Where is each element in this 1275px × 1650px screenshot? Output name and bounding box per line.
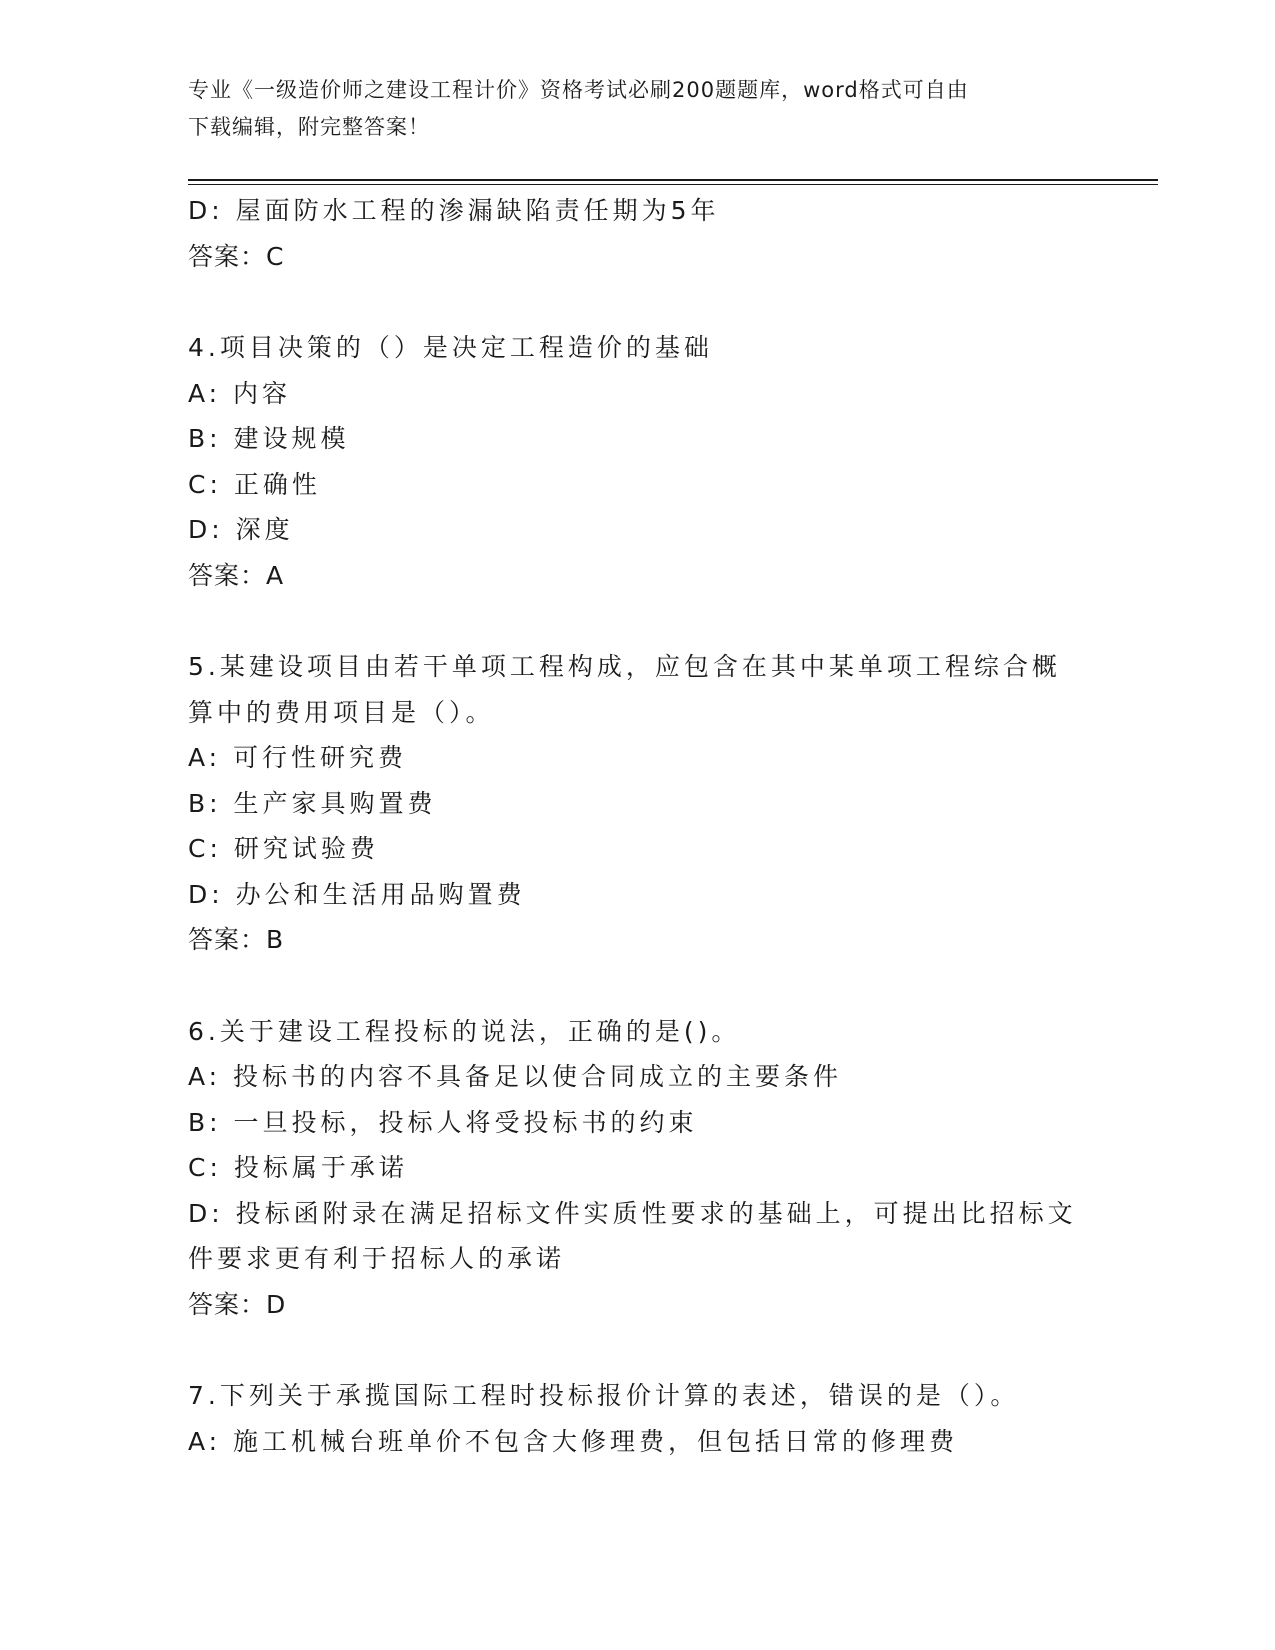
question-4-option-a: A: 内容 <box>188 378 292 408</box>
question-5-stem-line-2: 算中的费用项目是（）。 <box>188 697 495 727</box>
spacer <box>188 598 1088 644</box>
spacer <box>188 1327 1088 1373</box>
question-6-stem: 6.关于建设工程投标的说法，正确的是()。 <box>188 1016 741 1046</box>
question-7-option-a: A: 施工机械台班单价不包含大修理费，但包括日常的修理费 <box>188 1426 959 1456</box>
header-divider-thin <box>188 184 1158 185</box>
question-content <box>188 188 1088 1464</box>
header-line-1: 专业《一级造价师之建设工程计价》资格考试必刷200题题库，word格式可自由 <box>188 78 969 102</box>
question-6-option-d-line-1: D: 投标函附录在满足招标文件实质性要求的基础上，可提出比招标文 <box>188 1198 1077 1228</box>
question-4-answer: 答案：A <box>188 560 285 590</box>
question-3-answer: 答案：C <box>188 241 285 271</box>
question-7-stem: 7.下列关于承揽国际工程时投标报价计算的表述，错误的是（）。 <box>188 1381 1020 1410</box>
question-6-option-b: B: 一旦投标，投标人将受投标书的约束 <box>188 1107 698 1137</box>
spacer <box>188 963 1088 1009</box>
question-5-option-d: D: 办公和生活用品购置费 <box>188 879 526 909</box>
question-6-answer: 答案：D <box>188 1289 287 1319</box>
question-5-option-a: A: 可行性研究费 <box>188 743 408 772</box>
question-5-option-b: B: 生产家具购置费 <box>188 788 437 818</box>
question-6-option-c: C: 投标属于承诺 <box>188 1153 408 1182</box>
header-divider-thick <box>188 179 1158 181</box>
question-5-option-c: C: 研究试验费 <box>188 834 379 863</box>
question-4-option-c: C: 正确性 <box>188 469 321 499</box>
question-5-stem-line-1: 5.某建设项目由若干单项工程构成，应包含在其中某单项工程综合概 <box>188 652 1061 681</box>
document-header <box>188 72 1068 146</box>
question-4-stem: 4.项目决策的（）是决定工程造价的基础 <box>188 333 713 362</box>
question-6-option-d-line-2: 件要求更有利于招标人的承诺 <box>188 1244 566 1273</box>
question-4-option-d: D: 深度 <box>188 515 294 544</box>
question-5-answer: 答案：B <box>188 925 285 954</box>
spacer <box>188 279 1088 325</box>
question-6-option-a: A: 投标书的内容不具备足以使合同成立的主要条件 <box>188 1062 843 1091</box>
header-line-2: 下载编辑，附完整答案！ <box>188 115 430 139</box>
question-4-option-b: B: 建设规模 <box>188 424 350 453</box>
question-3-option-d: D: 屋面防水工程的渗漏缺陷责任期为5年 <box>188 196 720 225</box>
